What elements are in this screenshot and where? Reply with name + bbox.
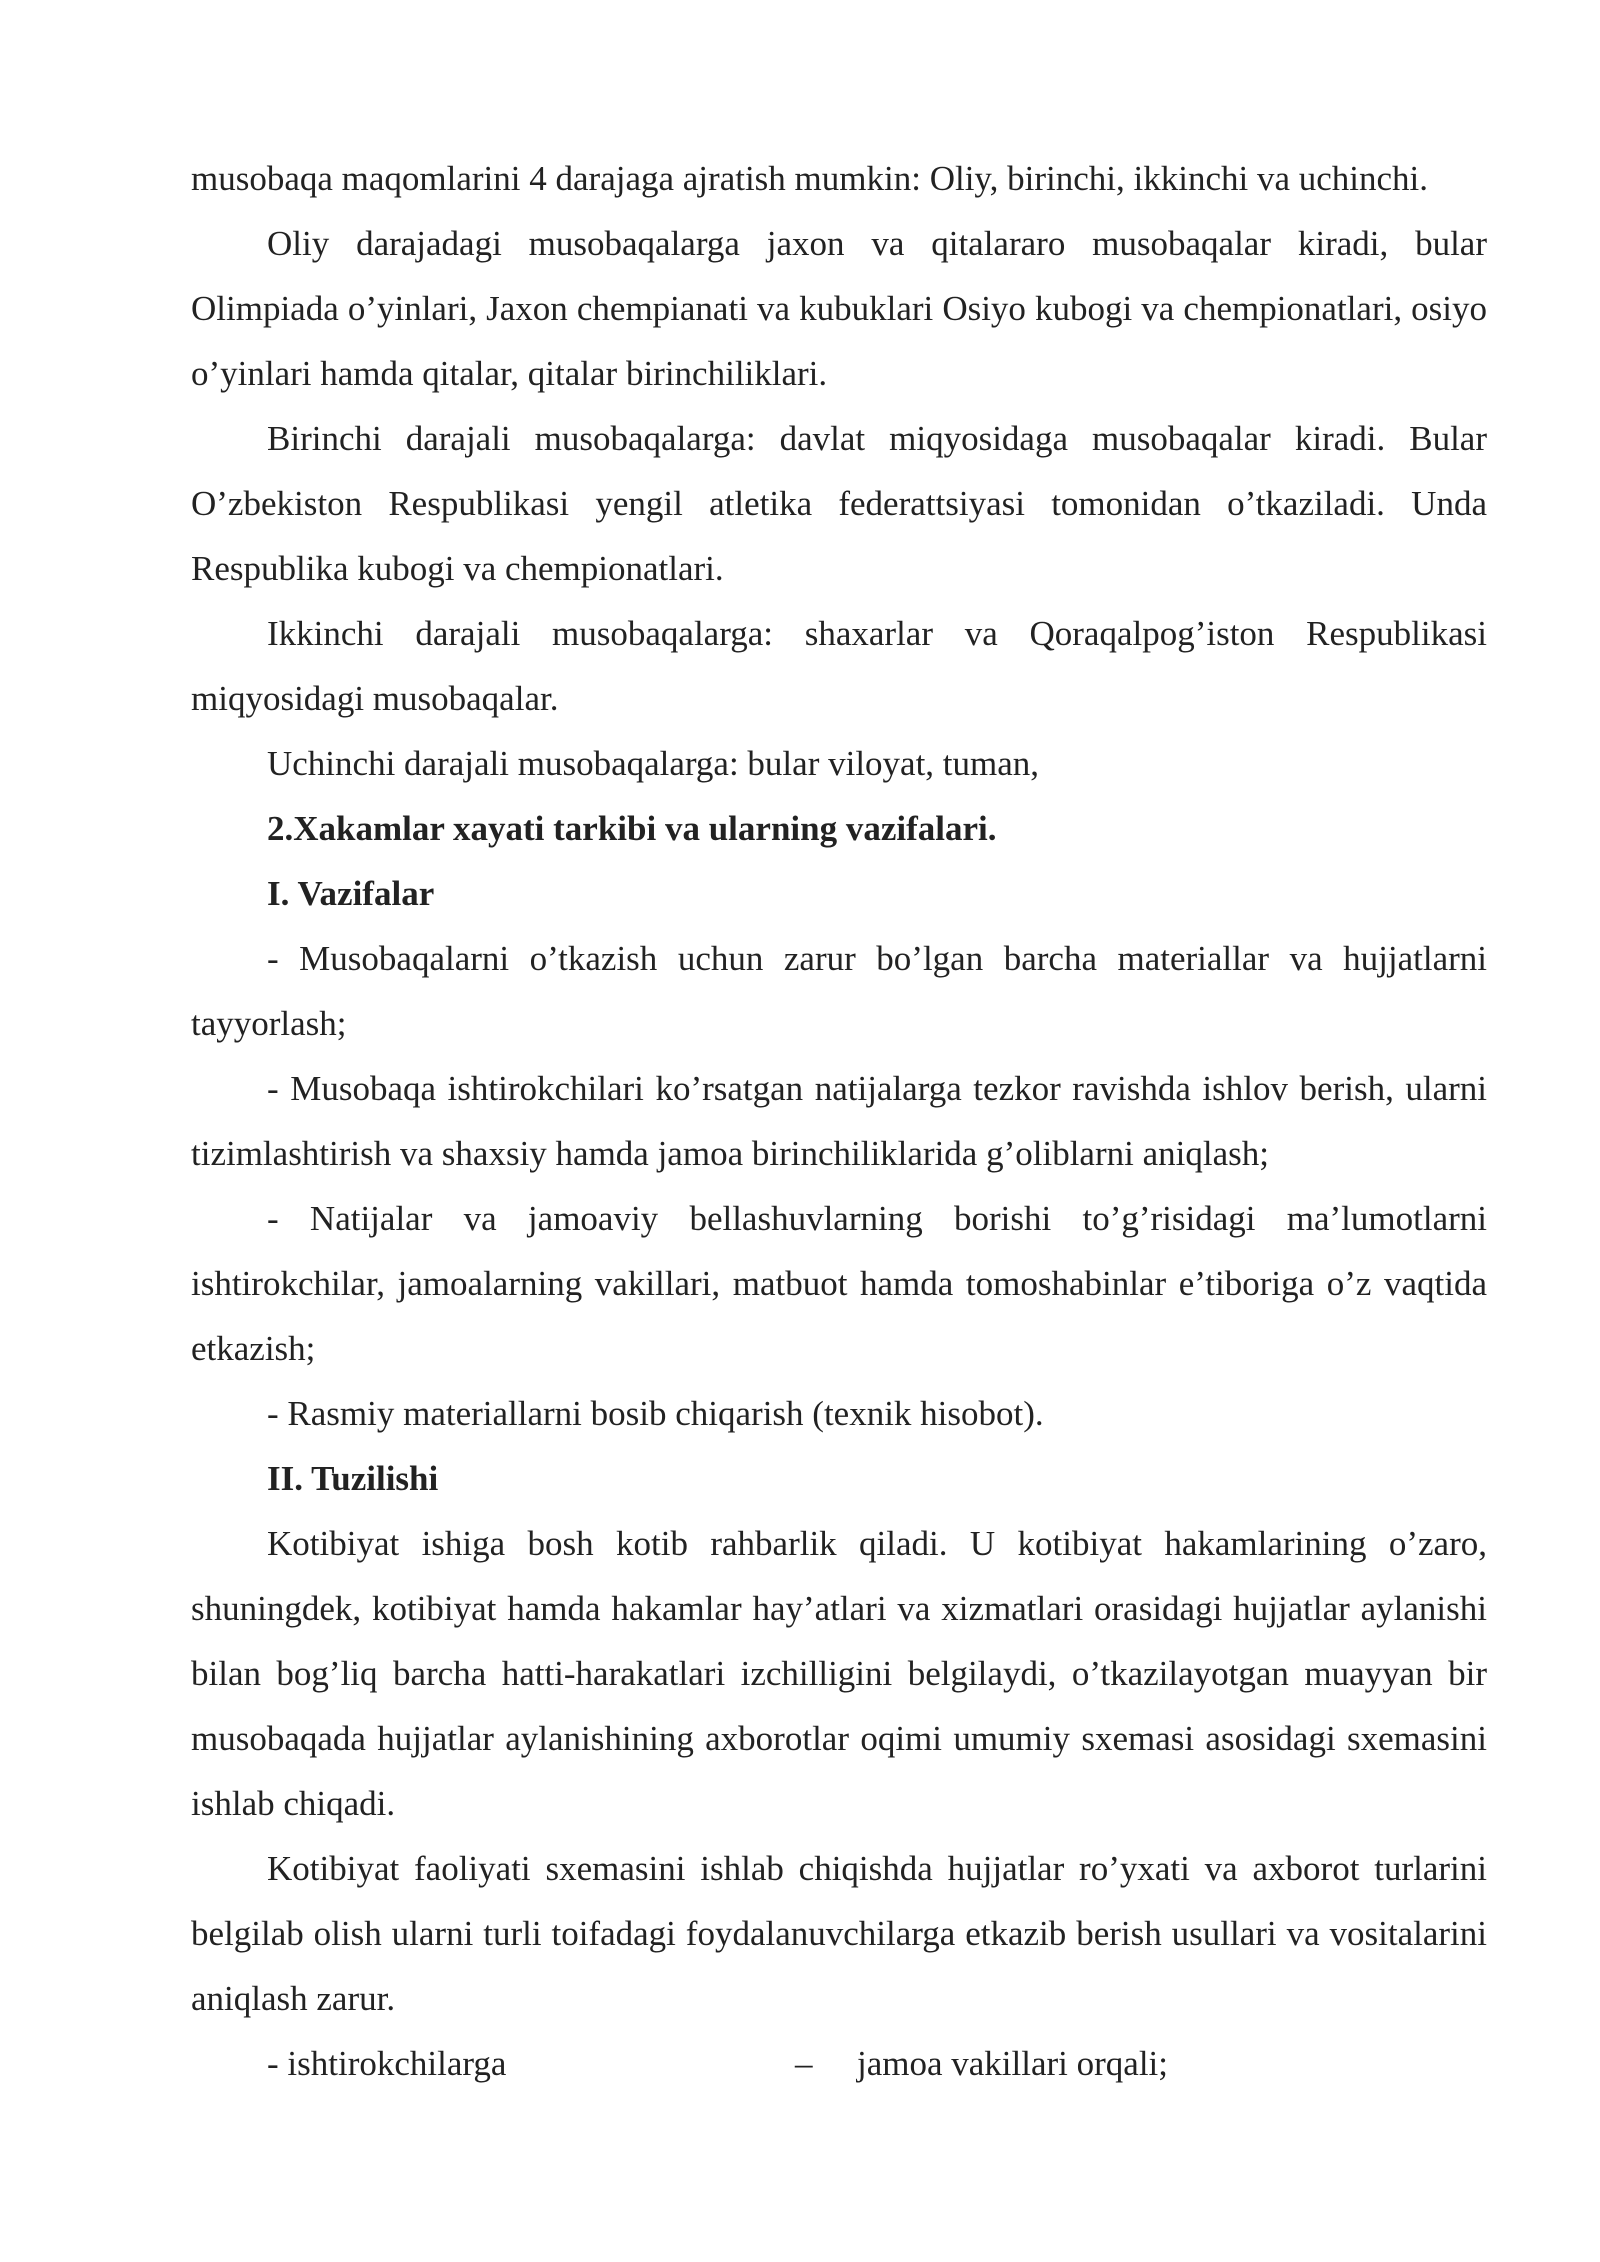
tabbed-line-right — [795, 2031, 1168, 2096]
list-item: - Rasmiy materiallarni bosib chiqarish (texnik hisobot). — [267, 1394, 1044, 1433]
paragraph-first-level: Birinchi darajali musobaqalarga: davlat miqyosidaga musobaqalar kiradi. Bular O’zbekiston Respublikasi yengil atletika federattsiyasi tomonidan o’tkaziladi. Unda Respublika kubogi va chempionatlari. — [191, 419, 1487, 588]
paragraph-third-level: Uchinchi darajali musobaqalarga: bular viloyat, tuman, — [267, 744, 1040, 783]
paragraph-highest-level: Oliy darajadagi musobaqalarga jaxon va qitalararo musobaqalar kiradi, bular Olimpiada o’yinlari, Jaxon chempianati va kubuklari Osiyo kubogi va chempionatlari, osiyo o’yinlari hamda qitalar, qitalar birinchiliklari. — [191, 224, 1487, 393]
list-item: - Natijalar va jamoaviy bellashuvlarning borishi to’g’risidagi ma’lumotlarni ishtirokchilar, jamoalarning vakillari, matbuot hamda tomoshabinlar e’tiboriga o’z vaqtida etkazish; — [191, 1199, 1487, 1368]
tabbed-line-left: - ishtirokchilarga — [267, 2044, 507, 2083]
list-item: - Musobaqalarni o’tkazish uchun zarur bo’lgan barcha materiallar va hujjatlarni tayyorlash; — [191, 939, 1487, 1043]
paragraph-secretariat-scheme: Kotibiyat faoliyati sxemasini ishlab chiqishda hujjatlar ro’yxati va axborot turlarini belgilab olish ularni turli toifadagi foydalanuvchilarga etkazib berish usullari va vositalarini aniqlash zarur. — [191, 1849, 1487, 2018]
tabbed-line-right-text: jamoa vakillari orqali; — [857, 2044, 1169, 2083]
paragraph-status-levels: musobaqa maqomlarini 4 darajaga ajratish mumkin: Oliy, birinchi, ikkinchi va uchinchi. — [191, 159, 1429, 198]
subsection-title-structure: II. Tuzilishi — [267, 1459, 439, 1498]
section-heading-judges: 2.Xakamlar xayati tarkibi va ularning vazifalari. — [267, 809, 997, 848]
paragraph-secretariat: Kotibiyat ishiga bosh kotib rahbarlik qiladi. U kotibiyat hakamlarining o’zaro, shuningdek, kotibiyat hamda hakamlar hay’atlari va xizmatlari orasidagi hujjatlar aylanishi bilan bog’liq barcha hatti-harakatlari izchilligini belgilaydi, o’tkazilayotgan muayyan bir musobaqada hujjatlar aylanishining axborotlar oqimi umumiy sxemasi asosidagi sxemasini ishlab chiqadi. — [191, 1524, 1487, 1823]
subsection-title-tasks: I. Vazifalar — [267, 874, 435, 913]
list-item: - Musobaqa ishtirokchilari ko’rsatgan natijalarga tezkor ravishda ishlov berish, ularni tizimlashtirish va shaxsiy hamda jamoa birinchiliklarida g’oliblarni aniqlash; — [191, 1069, 1487, 1173]
paragraph-second-level: Ikkinchi darajali musobaqalarga: shaxarlar va Qoraqalpog’iston Respublikasi miqyosidagi musobaqalar. — [191, 614, 1487, 718]
tabbed-line-dash: – — [795, 2044, 813, 2083]
tabbed-line — [191, 2031, 1487, 2096]
document-body — [191, 146, 1487, 2096]
